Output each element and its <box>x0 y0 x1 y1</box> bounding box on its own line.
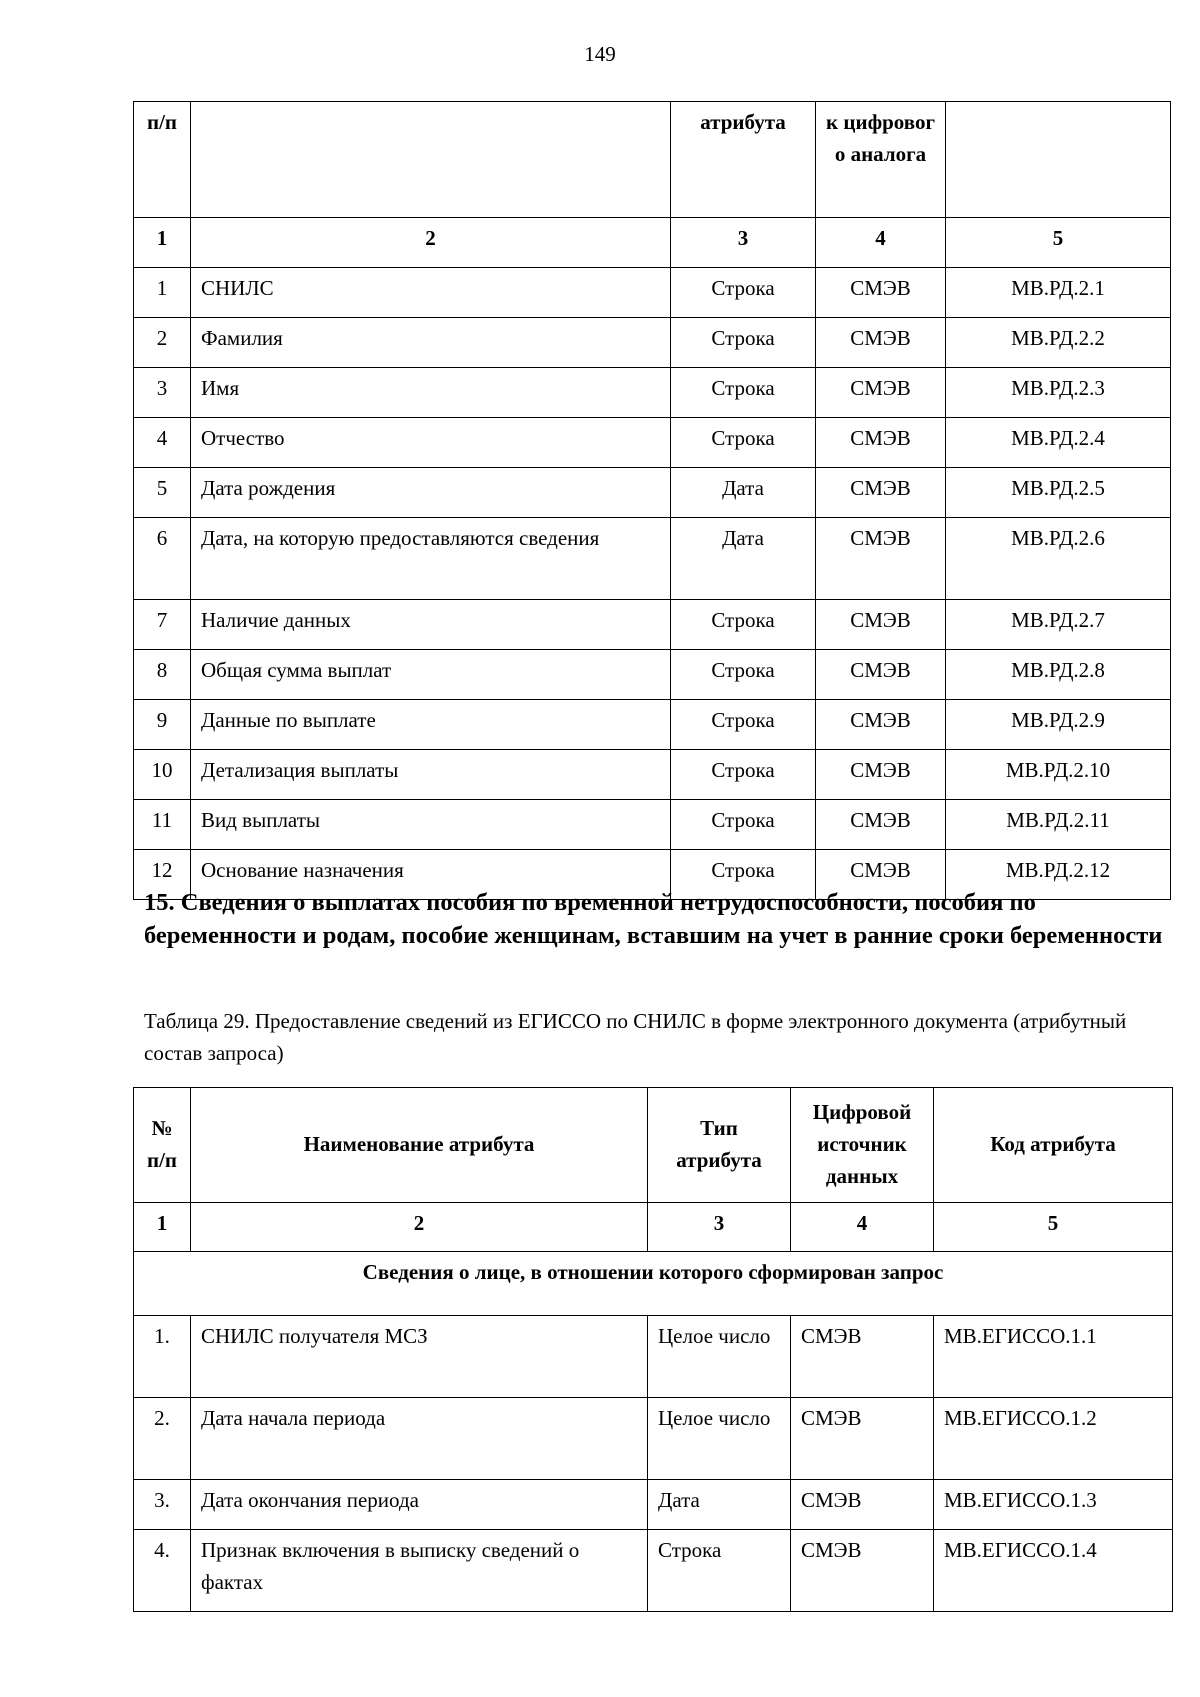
table-row <box>134 518 1171 600</box>
attribute-code: МВ.РД.2.1 <box>946 268 1171 318</box>
attribute-type: Строка <box>671 268 816 318</box>
attribute-name: Основание назначения <box>191 850 671 900</box>
attribute-source: СМЭВ <box>816 268 946 318</box>
column-number: 3 <box>648 1203 791 1252</box>
row-number: 2. <box>134 1398 191 1480</box>
row-number: 5 <box>134 468 191 518</box>
attribute-name: Наличие данных <box>191 600 671 650</box>
attribute-name: СНИЛС получателя МСЗ <box>191 1316 648 1398</box>
attribute-source: СМЭВ <box>791 1530 934 1612</box>
column-number: 4 <box>816 218 946 268</box>
header-cell <box>946 102 1171 218</box>
attribute-type: Строка <box>671 650 816 700</box>
attribute-source: СМЭВ <box>816 650 946 700</box>
attribute-code: МВ.РД.2.10 <box>946 750 1171 800</box>
attribute-source: СМЭВ <box>791 1316 934 1398</box>
table-row <box>134 1530 1173 1612</box>
attribute-source: СМЭВ <box>816 600 946 650</box>
table-row <box>134 650 1171 700</box>
header-cell: Тип атрибута <box>648 1088 791 1203</box>
attribute-source: СМЭВ <box>791 1480 934 1530</box>
attribute-source: СМЭВ <box>816 518 946 600</box>
header-cell: Цифровой источник данных <box>791 1088 934 1203</box>
group-heading: Сведения о лице, в отношении которого сформирован запрос <box>134 1252 1173 1316</box>
table-row <box>134 800 1171 850</box>
egisso-request-attributes-table <box>133 1087 1173 1612</box>
attribute-source: СМЭВ <box>816 468 946 518</box>
section-heading: 15. Сведения о выплатах пособия по временной нетрудоспособности, пособия по беременности и родам, пособие женщинам, вставшим на учет в ранние сроки беременности <box>144 889 1163 949</box>
table-header-row <box>134 102 1171 218</box>
attribute-code: МВ.РД.2.2 <box>946 318 1171 368</box>
attribute-type: Строка <box>671 750 816 800</box>
attribute-code: МВ.РД.2.11 <box>946 800 1171 850</box>
row-number: 4 <box>134 418 191 468</box>
attribute-name: Фамилия <box>191 318 671 368</box>
attribute-type: Дата <box>671 468 816 518</box>
attribute-source: СМЭВ <box>816 318 946 368</box>
column-number: 3 <box>671 218 816 268</box>
attribute-code: МВ.РД.2.7 <box>946 600 1171 650</box>
table-row <box>134 1480 1173 1530</box>
attribute-code: МВ.РД.2.8 <box>946 650 1171 700</box>
attribute-name: Данные по выплате <box>191 700 671 750</box>
attribute-name: Дата, на которую предоставляются сведения <box>191 518 671 600</box>
attribute-type: Строка <box>671 850 816 900</box>
table-row <box>134 368 1171 418</box>
attribute-code: МВ.РД.2.9 <box>946 700 1171 750</box>
table-row <box>134 700 1171 750</box>
attribute-type: Дата <box>648 1480 791 1530</box>
attribute-name: Дата начала периода <box>191 1398 648 1480</box>
header-cell <box>191 102 671 218</box>
attribute-code: МВ.РД.2.5 <box>946 468 1171 518</box>
column-number: 2 <box>191 1203 648 1252</box>
attribute-source: СМЭВ <box>816 800 946 850</box>
row-number: 3. <box>134 1480 191 1530</box>
attributes-table-continued <box>133 101 1171 900</box>
header-cell: к цифровог о аналога <box>816 102 946 218</box>
header-cell: Наименование атрибута <box>191 1088 648 1203</box>
table-row <box>134 318 1171 368</box>
attribute-source: СМЭВ <box>816 850 946 900</box>
row-number: 8 <box>134 650 191 700</box>
row-number: 6 <box>134 518 191 600</box>
table-row <box>134 1398 1173 1480</box>
column-number-row <box>134 218 1171 268</box>
table-row <box>134 418 1171 468</box>
attribute-name: Вид выплаты <box>191 800 671 850</box>
attribute-source: СМЭВ <box>816 418 946 468</box>
table-row <box>134 468 1171 518</box>
table-header-row <box>134 1088 1173 1203</box>
column-number: 2 <box>191 218 671 268</box>
table-caption: Таблица 29. Предоставление сведений из ЕГИССО по СНИЛС в форме электронного документа (атрибутный состав запроса) <box>144 1009 1127 1065</box>
table-row <box>134 750 1171 800</box>
attribute-type: Целое число <box>648 1398 791 1480</box>
attribute-code: МВ.ЕГИССО.1.3 <box>934 1480 1173 1530</box>
attribute-code: МВ.РД.2.3 <box>946 368 1171 418</box>
attribute-code: МВ.ЕГИССО.1.4 <box>934 1530 1173 1612</box>
page-number: 149 <box>584 42 616 66</box>
row-number: 11 <box>134 800 191 850</box>
attribute-name: Имя <box>191 368 671 418</box>
header-cell: № п/п <box>134 1088 191 1203</box>
attribute-type: Дата <box>671 518 816 600</box>
attribute-type: Строка <box>671 318 816 368</box>
attribute-type: Целое число <box>648 1316 791 1398</box>
row-number: 7 <box>134 600 191 650</box>
row-number: 1. <box>134 1316 191 1398</box>
row-number: 1 <box>134 268 191 318</box>
attribute-type: Строка <box>671 800 816 850</box>
attribute-source: СМЭВ <box>791 1398 934 1480</box>
attribute-name: Отчество <box>191 418 671 468</box>
row-number: 9 <box>134 700 191 750</box>
column-number: 1 <box>134 1203 191 1252</box>
column-number-row <box>134 1203 1173 1252</box>
table-row <box>134 268 1171 318</box>
attribute-name: Признак включения в выписку сведений о фактах <box>191 1530 648 1612</box>
attribute-name: СНИЛС <box>191 268 671 318</box>
row-number: 2 <box>134 318 191 368</box>
column-number: 1 <box>134 218 191 268</box>
attribute-type: Строка <box>671 600 816 650</box>
row-number: 12 <box>134 850 191 900</box>
row-number: 4. <box>134 1530 191 1612</box>
row-number: 3 <box>134 368 191 418</box>
column-number: 5 <box>946 218 1171 268</box>
attribute-name: Дата рождения <box>191 468 671 518</box>
attribute-source: СМЭВ <box>816 368 946 418</box>
attribute-code: МВ.ЕГИССО.1.1 <box>934 1316 1173 1398</box>
attribute-source: СМЭВ <box>816 700 946 750</box>
table-row <box>134 1316 1173 1398</box>
header-cell: Код атрибута <box>934 1088 1173 1203</box>
table-row <box>134 600 1171 650</box>
attribute-name: Детализация выплаты <box>191 750 671 800</box>
group-row <box>134 1252 1173 1316</box>
attribute-name: Общая сумма выплат <box>191 650 671 700</box>
attribute-type: Строка <box>671 700 816 750</box>
attribute-type: Строка <box>671 418 816 468</box>
attribute-code: МВ.РД.2.6 <box>946 518 1171 600</box>
attribute-code: МВ.ЕГИССО.1.2 <box>934 1398 1173 1480</box>
attribute-source: СМЭВ <box>816 750 946 800</box>
attribute-type: Строка <box>648 1530 791 1612</box>
attribute-type: Строка <box>671 368 816 418</box>
column-number: 5 <box>934 1203 1173 1252</box>
header-cell: п/п <box>134 102 191 218</box>
column-number: 4 <box>791 1203 934 1252</box>
attribute-code: МВ.РД.2.4 <box>946 418 1171 468</box>
attribute-code: МВ.РД.2.12 <box>946 850 1171 900</box>
row-number: 10 <box>134 750 191 800</box>
header-cell: атрибута <box>671 102 816 218</box>
attribute-name: Дата окончания периода <box>191 1480 648 1530</box>
